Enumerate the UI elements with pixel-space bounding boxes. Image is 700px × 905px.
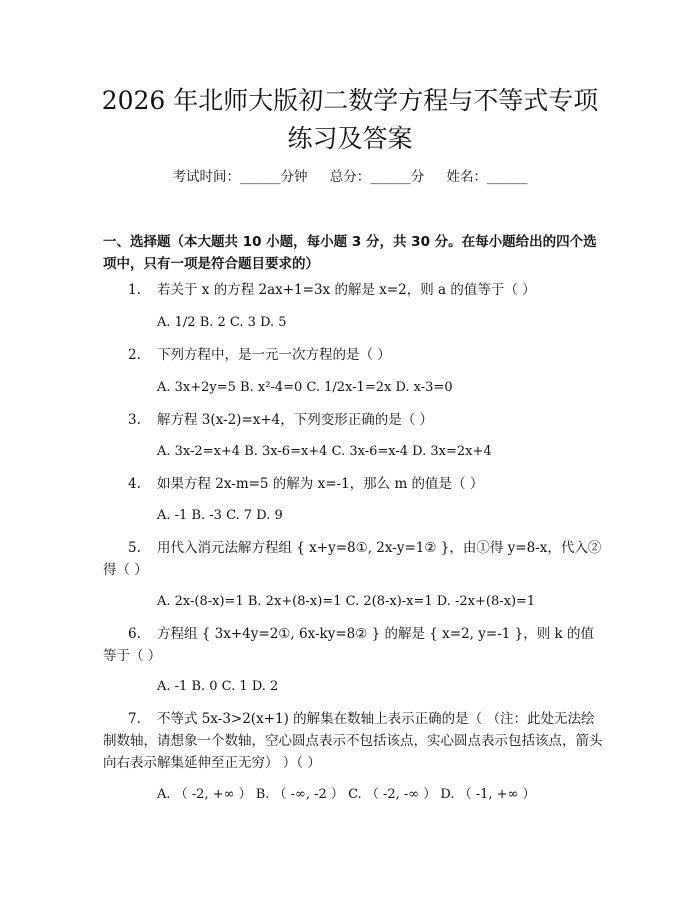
question-number: 5. xyxy=(128,540,141,556)
question-number: 7. xyxy=(128,711,141,727)
exam-time: 考试时间：______分钟 xyxy=(172,169,308,185)
question-number: 1. xyxy=(128,282,141,298)
question-text: 方程组 { 3x+4y=2①, 6x-ky=8② } 的解是 { x=2, y=-1 }，则 k 的值等于（ ） xyxy=(103,626,594,664)
question-text: 用代入消元法解方程组 { x+y=8①, 2x-y=1② }，由①得 y=8-x，代入②得（ ） xyxy=(103,540,602,578)
question-5-options: A. 2x-(8-x)=1 B. 2x+(8-x)=1 C. 2(8-x)-x=1 D. -2x+(8-x)=1 xyxy=(157,594,536,609)
question-7 xyxy=(103,708,603,774)
question-number: 2. xyxy=(128,347,141,363)
exam-name: 姓名：______ xyxy=(446,169,528,185)
exam-meta xyxy=(0,167,700,187)
question-6 xyxy=(103,623,603,667)
title-line-1: 2026 年北师大版初二数学方程与不等式专项 xyxy=(101,86,599,115)
question-3 xyxy=(103,409,603,431)
title-line-2: 练习及答案 xyxy=(287,124,413,153)
document-title xyxy=(60,82,640,158)
question-text: 如果方程 2x-m=5 的解为 x=-1，那么 m 的值是（ ） xyxy=(157,476,484,492)
question-text: 解方程 3(x-2)=x+4，下列变形正确的是（ ） xyxy=(157,412,434,428)
question-2-options: A. 3x+2y=5 B. x²-4=0 C. 1/2x-1=2x D. x-3=0 xyxy=(157,380,453,395)
question-3-options: A. 3x-2=x+4 B. 3x-6=x+4 C. 3x-6=x-4 D. 3x=2x+4 xyxy=(157,444,492,459)
question-number: 6. xyxy=(128,626,141,642)
question-2 xyxy=(103,344,603,366)
question-text: 若关于 x 的方程 2ax+1=3x 的解是 x=2，则 a 的值等于（ ） xyxy=(157,282,536,298)
section-heading: 一、选择题（本大题共 10 小题，每小题 3 分，共 30 分。在每小题给出的四个选项中，只有一项是符合题目要求的） xyxy=(103,234,597,272)
question-number: 3. xyxy=(128,412,141,428)
question-4 xyxy=(103,473,603,495)
question-text: 下列方程中，是一元一次方程的是（ ） xyxy=(157,347,391,363)
question-1 xyxy=(103,279,603,301)
exam-score: 总分：______分 xyxy=(329,169,425,185)
question-number: 4. xyxy=(128,476,141,492)
question-5 xyxy=(103,537,603,581)
question-text: 不等式 5x-3>2(x+1) 的解集在数轴上表示正确的是（ （注：此处无法绘制数轴，请想象一个数轴，空心圆点表示不包括该点，实心圆点表示包括该点，箭头向右表示解集延伸至正无穷） ）（ ） xyxy=(103,711,603,771)
question-7-options: A. （ -2, +∞ ） B. （ -∞, -2 ） C. （ -2, -∞ ） D. （ -1, +∞ ） xyxy=(157,787,536,802)
question-6-options: A. -1 B. 0 C. 1 D. 2 xyxy=(157,679,279,694)
question-1-options: A. 1/2 B. 2 C. 3 D. 5 xyxy=(157,315,287,330)
question-4-options: A. -1 B. -3 C. 7 D. 9 xyxy=(157,508,283,523)
